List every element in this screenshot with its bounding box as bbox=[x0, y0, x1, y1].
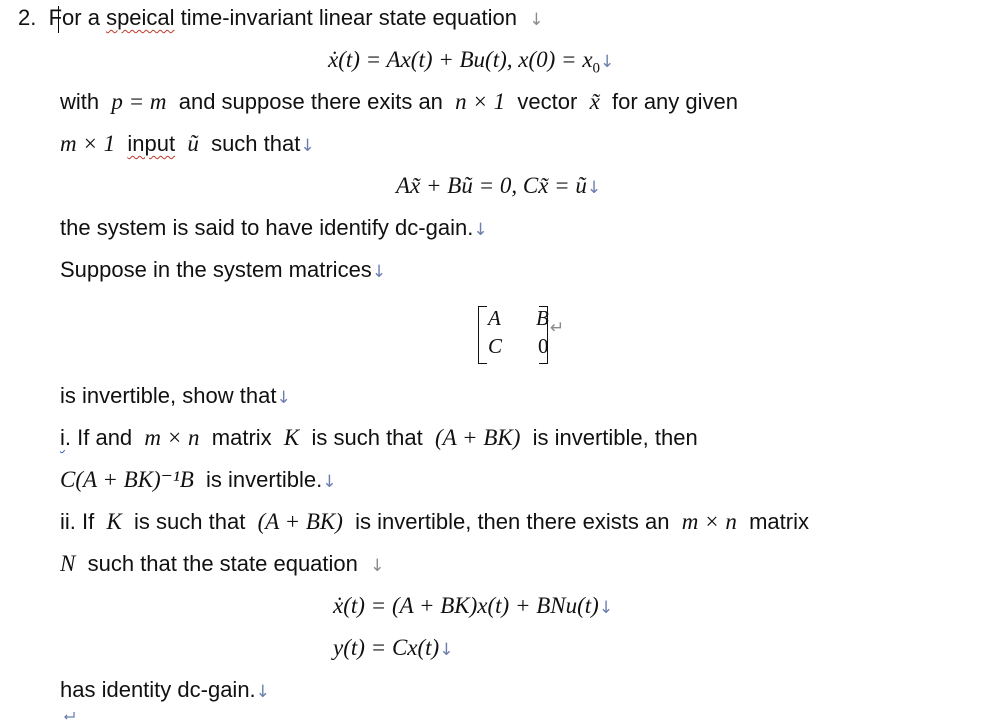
line-break-mark: ↓ bbox=[586, 178, 602, 198]
output-equation[interactable] bbox=[333, 633, 453, 665]
intro-text-post: time-invariant linear state equation bbox=[174, 5, 517, 30]
final-line[interactable] bbox=[60, 675, 270, 707]
invertible-line[interactable] bbox=[60, 381, 291, 413]
math-A-plus-BK: (A + BK) bbox=[257, 509, 343, 534]
math-N: N bbox=[60, 551, 76, 576]
matrix-left-bracket bbox=[478, 306, 487, 364]
math-n-by-1: n × 1 bbox=[455, 89, 506, 114]
state-equation[interactable] bbox=[328, 45, 614, 83]
state-equation-text: ẋ(t) = Ax(t) + Bu(t), x(0) = x bbox=[328, 47, 593, 72]
vector-text: vector bbox=[517, 89, 578, 114]
line-break-mark: ↓ bbox=[370, 556, 385, 576]
part-ii-text-e: such that the state equation bbox=[87, 551, 358, 576]
misspelled-word[interactable]: speical bbox=[106, 5, 175, 30]
closed-loop-state-equation[interactable] bbox=[333, 591, 613, 623]
part-ii-text-b: is such that bbox=[134, 509, 246, 534]
line-break-mark: ↓ bbox=[473, 220, 488, 240]
part-i-numeral[interactable]: i bbox=[60, 425, 65, 450]
condition-line-2[interactable] bbox=[60, 129, 315, 161]
line-break-mark: ↓ bbox=[371, 262, 387, 282]
part-i-line-2[interactable] bbox=[60, 465, 336, 497]
line-break-mark: ↓ bbox=[276, 388, 291, 408]
matrix-right-bracket bbox=[539, 306, 548, 364]
suppose-text: Suppose in the system matrices bbox=[60, 257, 372, 282]
matrix-cell-b: B bbox=[536, 306, 549, 330]
math-u-tilde: ũ bbox=[187, 131, 199, 156]
math-K: K bbox=[283, 425, 300, 450]
math-x-tilde: x̃ bbox=[589, 89, 600, 114]
math-A-plus-BK: (A + BK) bbox=[435, 425, 521, 450]
system-matrix[interactable] bbox=[478, 304, 568, 364]
math-m-by-1: m × 1 bbox=[60, 131, 116, 156]
part-i-text-d: is invertible, then bbox=[532, 425, 698, 450]
problem-heading-line[interactable] bbox=[18, 3, 543, 35]
suppose-exists-text: and suppose there exits an bbox=[178, 89, 443, 114]
part-ii-text-a: ii. If bbox=[60, 509, 95, 534]
part-i-text-a: . If and bbox=[64, 425, 133, 450]
matrix-cell-c: C bbox=[488, 334, 503, 358]
math-C-inverse-B: C(A + BK)⁻¹B bbox=[60, 467, 194, 492]
part-ii-text-d: matrix bbox=[749, 509, 809, 534]
line-break-mark: ↓ bbox=[255, 682, 270, 702]
output-equation-text: y(t) = Cx(t) bbox=[333, 635, 440, 660]
dc-gain-equation-text: Ax̃ + Bũ = 0, Cx̃ = ũ bbox=[396, 173, 587, 198]
paragraph-return-mark: ↵ bbox=[550, 318, 565, 338]
dc-gain-text: the system is said to have identify dc-gain. bbox=[60, 215, 474, 240]
matrix-cell-a: A bbox=[488, 306, 501, 330]
closed-loop-state-equation-text: ẋ(t) = (A + BK)x(t) + BNu(t) bbox=[333, 593, 599, 618]
math-K: K bbox=[106, 509, 122, 534]
line-break-mark: ↓ bbox=[300, 136, 315, 156]
suppose-line[interactable] bbox=[60, 255, 386, 287]
dc-gain-line[interactable] bbox=[60, 213, 488, 245]
math-m-by-n: m × n bbox=[144, 425, 200, 450]
condition-line-1[interactable] bbox=[60, 87, 738, 117]
state-equation-subscript: 0 bbox=[592, 60, 601, 77]
line-break-mark: ↓ bbox=[439, 640, 454, 660]
line-break-mark: ↓ bbox=[598, 598, 614, 618]
line-break-mark: ↓ bbox=[529, 10, 544, 30]
line-break-mark: ↓ bbox=[322, 472, 337, 492]
input-word[interactable]: input bbox=[127, 131, 176, 156]
part-ii-text-c: is invertible, then there exists an bbox=[355, 509, 670, 534]
part-i-text-e: is invertible. bbox=[206, 467, 323, 492]
intro-text-pre: For a bbox=[48, 5, 107, 30]
math-p-equals-m: p = m bbox=[111, 89, 167, 114]
dc-gain-equation[interactable] bbox=[396, 171, 601, 203]
with-text: with bbox=[60, 89, 100, 114]
matrix-cell-d: 0 bbox=[538, 334, 549, 358]
part-i-line-1[interactable] bbox=[60, 423, 698, 453]
for-any-given-text: for any given bbox=[612, 89, 738, 114]
part-i-text-b: matrix bbox=[211, 425, 272, 450]
math-m-by-n: m × n bbox=[681, 509, 737, 534]
final-text: has identity dc-gain. bbox=[60, 677, 256, 702]
part-ii-line-1[interactable] bbox=[60, 507, 809, 537]
paragraph-return-icon bbox=[62, 712, 76, 722]
line-break-mark: ↓ bbox=[600, 52, 615, 72]
problem-number: 2. bbox=[18, 5, 37, 30]
part-i-text-c: is such that bbox=[311, 425, 423, 450]
invertible-text: is invertible, show that bbox=[60, 383, 277, 408]
part-ii-line-2[interactable] bbox=[60, 549, 384, 581]
such-that-text: such that bbox=[211, 131, 301, 156]
